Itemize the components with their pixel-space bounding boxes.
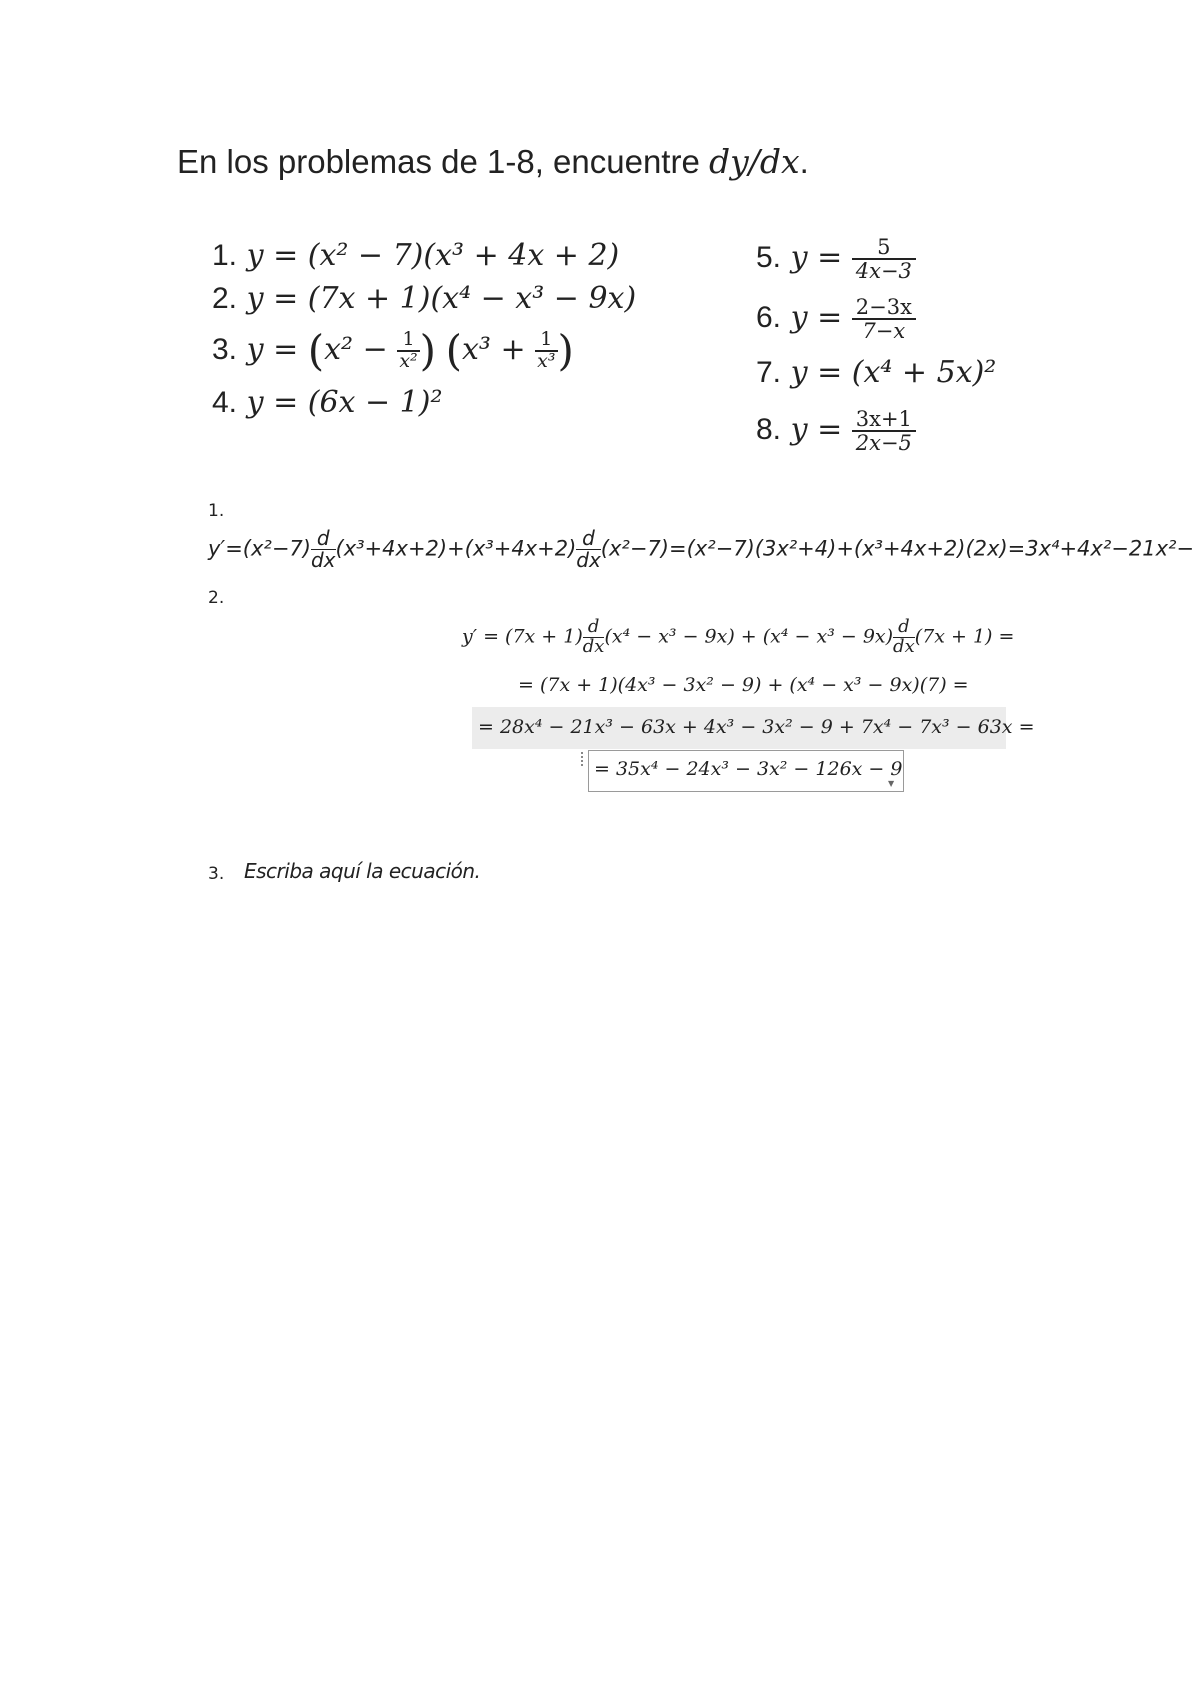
solution-1-equation[interactable]: y′=(x²−7) $\frac{d}{dx}$ (x³+4x+2)+(x³+4x+2) $\frac{d}{dx}$ (x²−7)=(x²−7)(3x²+4)+(x³+4x+2)(2x)=3x⁴+4x²−21x²− xyxy=(208,526,1195,572)
heading-period: . xyxy=(799,143,809,180)
fraction: $\frac{1}{\text{x²}}$ xyxy=(399,328,418,372)
derivative-operator: $\frac{d}{dx}$ xyxy=(893,616,915,657)
equation-options-arrow[interactable]: ▼ xyxy=(888,779,895,788)
solution-2-line-1[interactable]: $y' = (7x + 1)\frac{d}{dx}$ $(x^4 - x^3 - 9x) + (x^4 - x^3 - 9x)\frac{d}{dx}$ (7x + 1) = xyxy=(462,616,1015,657)
fraction: $\frac{3x+1}{2x-5}$ xyxy=(852,408,916,454)
problem-1: 1. y = (x² − 7)(x³ + 4x + 2) xyxy=(212,238,620,273)
problem-5: 5. y = $\frac{5}{4x-3}$ xyxy=(756,236,916,282)
fraction: $\frac{2-3x}{7-x}$ xyxy=(852,296,916,342)
derivative-operator: $\frac{d}{dx}$ xyxy=(576,526,601,572)
problem-3: 3. y = (x² − $\frac{1}{\text{x²}}$ ) (x³ + $\frac{1}{\text{x³}}$ ) xyxy=(212,326,574,375)
heading-text: En los problemas de 1-8, encuentre xyxy=(177,143,700,180)
problem-8: 8. y = $\frac{3x+1}{2x-5}$ xyxy=(756,408,916,454)
problem-6: 6. y = $\frac{2-3x}{7-x}$ xyxy=(756,296,916,342)
derivative-operator: $\frac{d}{dx}$ xyxy=(582,616,605,657)
problem-7: 7. y = (x⁴ + 5x)² xyxy=(756,355,997,390)
instructions-heading xyxy=(177,142,809,181)
problem-3-label: 3. xyxy=(208,864,225,884)
problem-2: 2. y = (7x + 1)(x⁴ − x³ − 9x) xyxy=(212,281,637,316)
heading-math: dy/dx xyxy=(708,142,800,181)
solution-2-line-2[interactable]: = (7x + 1)(4x³ − 3x² − 9) + (x⁴ − x³ − 9x)(7) = xyxy=(518,674,969,696)
derivative-operator: $\frac{d}{dx}$ xyxy=(310,526,336,572)
solution-2-line-3[interactable]: = 28x⁴ − 21x³ − 63x + 4x³ − 3x² − 9 + 7x⁴ − 7x³ − 63x = xyxy=(478,716,1035,738)
solution-2-label: 2. xyxy=(208,588,225,608)
fraction: $\frac{5}{4x-3}$ xyxy=(852,236,916,282)
equation-drag-handle[interactable] xyxy=(581,752,588,766)
equation-placeholder[interactable]: Escriba aquí la ecuación. xyxy=(244,859,481,883)
solution-2-line-4[interactable]: = 35x⁴ − 24x³ − 3x² − 126x − 9 xyxy=(594,758,903,780)
fraction: $\frac{1}{\text{x³}}$ xyxy=(537,328,556,372)
solution-1-label: 1. xyxy=(208,501,225,521)
problem-4: 4. y = (6x − 1)² xyxy=(212,385,443,420)
